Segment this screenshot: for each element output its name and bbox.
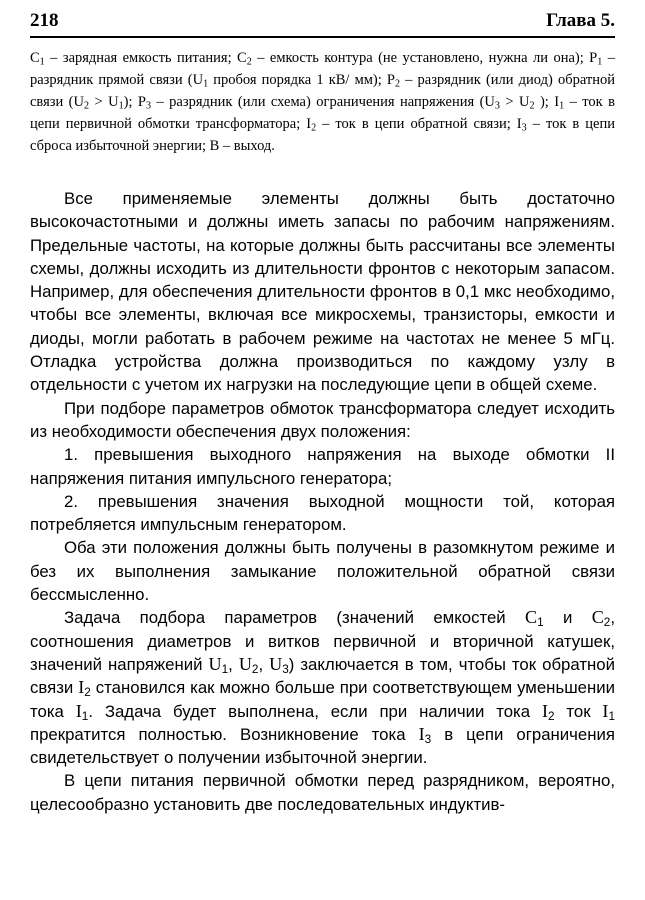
list-item-1: 1. превышения выходного напряжения на выходе обмотки II напряжения питания импульсного генератора; [30, 445, 615, 488]
paragraph-2: При подборе параметров обмоток трансформатора следует исходить из необходимости обеспечения двух положения: [30, 398, 615, 441]
paragraph-5: В цепи питания первичной обмотки перед разрядником, вероятно, целесообразно установить две последовательных индуктив- [30, 771, 615, 814]
paragraph-3: Оба эти положения должны быть получены в разомкнутом режиме и без их выполнения замыкание положительной обратной связи бессмысленно. [30, 538, 615, 605]
figure-caption [30, 47, 615, 157]
body-text [30, 187, 615, 816]
chapter-title: Глава 5. [546, 10, 615, 31]
list-item-2: 2. превышения значения выходной мощности той, которая потребляется импульсным генератором. [30, 491, 615, 535]
paragraph-4: Задача подбора параметров (значений емкостей $C_1$ и $C_2$, соотношения диаметров и витков первичной и вторичной катушек, значений напряжений $U_1$, $U_2$, $U_3$) заключается в том, чтобы ток обратной связи $I_2$ становился как можно больше при соответствующем уменьшении тока $I_1$. Задача будет выполнена, если при наличии тока $I_2$ ток $I_1$ прекратится полностью. Возникновение тока $I_3$ в цепи ограничения свидетельствует о получении избыточной энергии. [30, 607, 616, 768]
page-header [30, 8, 615, 38]
paragraph-1: Все применяемые элементы должны быть достаточно высокочастотными и должны иметь запасы по рабочим напряжениям. Предельные частоты, на которые должны быть рассчитаны все элементы схемы, должны исходить из длительности фронтов с некоторым запасом. Например, для обеспечения длительности фронтов в 0,1 мкс необходимо, чтобы все элементы, включая все микросхемы, транзисторы, емкости и диоды, могли работать в рабочем режиме на частотах не менее 5 мГц. Отладка устройства должна производиться по каждому узлу в отдельности с учетом их нагрузки на последующие цепи в общей схеме. [30, 189, 615, 395]
caption-text: $C_1$ – зарядная емкость питания; $C_2$ – емкость контура (не установлено, нужна ли она); $P_1$ – разрядник прямой связи ($U_1$ пробоя порядка 1 кВ/ мм); $P_2$ – разрядник (или диод) обратной связи $(U_2 > U_1)$; $P_3$ – разрядник (или схема) ограничения напряжения ($U_3 > U_2$ ); $I_1$ – ток в цепи первичной обмотки трансформатора; $I_2$ – ток в цепи обратной связи; $I_3$ – ток в цепи сброса избыточной энергии; В – выход. [30, 50, 616, 154]
page-number: 218 [30, 10, 59, 31]
